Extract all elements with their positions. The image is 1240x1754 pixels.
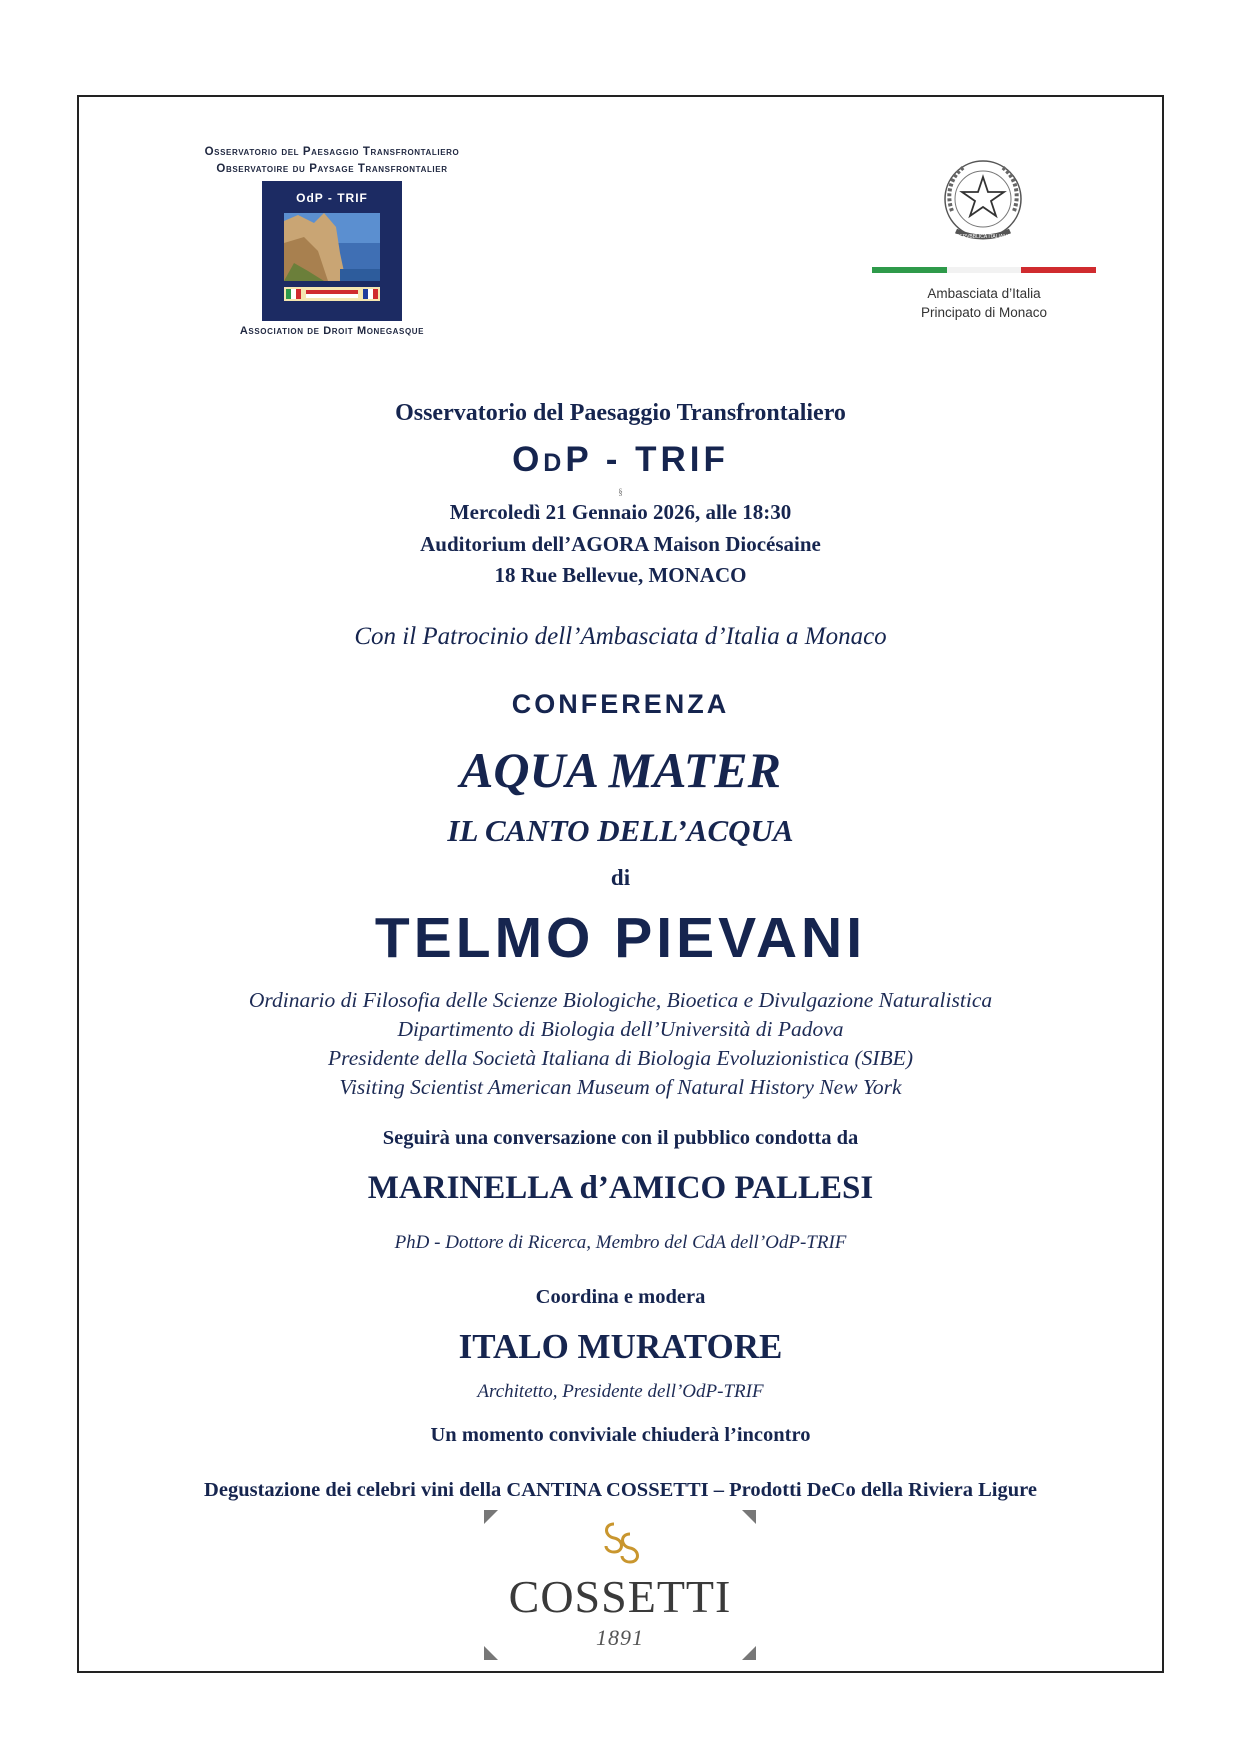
- conference-title: AQUA MATER: [460, 742, 781, 798]
- event-venue: Auditorium dell’AGORA Maison Diocésaine: [420, 532, 821, 556]
- by-label: di: [610, 865, 631, 890]
- event-address: 18 Rue Bellevue, MONACO: [494, 563, 747, 587]
- odp-logo-line-french: Observatoire du Paysage Transfrontalier: [216, 163, 448, 175]
- odp-logo-association: Association de Droit Monegasque: [239, 325, 425, 337]
- svg-text:REPVBBLICA ITALIANA: REPVBBLICA ITALIANA: [955, 234, 1011, 240]
- italian-flag-bar: [872, 267, 1096, 273]
- event-date: Mercoledì 21 Gennaio 2026, alle 18:30: [449, 500, 792, 524]
- organizer-acronym: OdP - TRIF: [512, 440, 729, 479]
- moderator-2-name: ITALO MURATORE: [458, 1327, 783, 1366]
- tasting-note: Degustazione dei celebri vini della CANTINA COSSETTI – Prodotti DeCo della Riviera Ligure: [204, 1479, 1037, 1501]
- odp-logo: [262, 181, 402, 321]
- closing-note: Un momento conviviale chiuderà l’incontro: [430, 1424, 811, 1446]
- moderator-1-name: MARINELLA d’AMICO PALLESI: [367, 1170, 874, 1206]
- embassy-name: Ambasciata d’Italia: [927, 286, 1041, 301]
- coordination-intro: Coordina e modera: [535, 1286, 706, 1308]
- conversation-intro: Seguirà una conversazione con il pubblico condotta da: [382, 1127, 859, 1149]
- event-type: CONFERENZA: [511, 689, 730, 719]
- odp-logo-line-italian: Osservatorio del Paesaggio Transfrontaliero: [204, 146, 460, 158]
- cliff-photo-icon: [284, 213, 380, 281]
- flags-icon: [284, 287, 380, 301]
- moderator-1-role: PhD - Dottore di Ricerca, Membro del CdA dell’OdP-TRIF: [394, 1232, 847, 1253]
- embassy-location: Principato di Monaco: [920, 305, 1048, 320]
- conference-subtitle: IL CANTO DELL’ACQUA: [447, 813, 794, 848]
- italian-emblem-icon: [940, 155, 1026, 249]
- speaker-role: Presidente della Società Italiana di Biologia Evoluzionistica (SIBE): [328, 1046, 913, 1070]
- moderator-2-role: Architetto, Presidente dell’OdP-TRIF: [477, 1381, 764, 1402]
- speaker-name: TELMO PIEVANI: [374, 906, 867, 970]
- cossetti-logo: [484, 1510, 756, 1660]
- patronage-line: Con il Patrocinio dell’Ambasciata d’Italia a Monaco: [354, 623, 887, 650]
- speaker-role: Ordinario di Filosofia delle Scienze Biologiche, Bioetica e Divulgazione Naturalistica: [248, 988, 993, 1012]
- speaker-role: Visiting Scientist American Museum of Natural History New York: [339, 1075, 902, 1099]
- section-mark: §: [618, 487, 623, 497]
- cossetti-name: COSSETTI: [508, 1571, 732, 1622]
- cossetti-monogram-icon: [600, 1520, 640, 1568]
- organizer-name: Osservatorio del Paesaggio Transfrontaliero: [395, 400, 846, 426]
- cossetti-year: 1891: [596, 1625, 644, 1650]
- speaker-role: Dipartimento di Biologia dell’Università di Padova: [397, 1017, 844, 1041]
- odp-logo-title: OdP - TRIF: [296, 191, 368, 205]
